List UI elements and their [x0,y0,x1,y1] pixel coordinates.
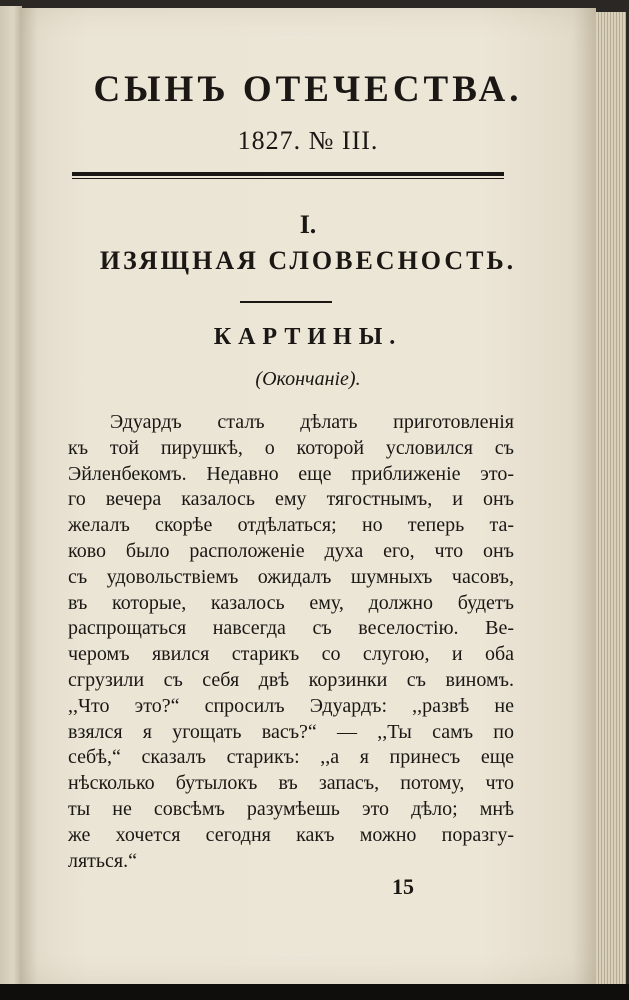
section-number: I. [299,210,317,239]
text-line: Эдуардъ сталъ дѣлать приготовленія [110,411,514,433]
text-line: къ той пирушкѣ, о которой условился съ [68,436,514,459]
text-line: ково было расположеніе духа его, что онъ [68,539,514,562]
text-line: же хочется сегодня какъ можно поразгу- [68,823,514,846]
article-title: КАРТИНЫ. [213,324,403,350]
text-line: ляться.“ [68,849,137,872]
header-rule [72,172,504,179]
text-line: ты не совсѣмъ разумѣешь это дѣло; мнѣ [68,797,514,820]
book-binding [0,984,629,1000]
previous-page-edge [0,6,22,984]
text-line: сгрузили съ себя двѣ корзинки съ виномъ. [68,668,514,691]
section-title: ИЗЯЩНАЯ СЛОВЕСНОСТЬ. [99,246,517,275]
text-line: распрощаться навсегда съ веселостію. Ве- [68,617,514,640]
text-line: нѣсколько бутылокъ въ запасъ, потому, что [68,772,514,795]
text-line: съ удовольствіемъ ожидалъ шумныхъ часовъ, [68,565,514,588]
article-subtitle: (Окончаніе). [255,368,361,390]
page-number: 15 [392,874,414,899]
journal-title: СЫНЪ ОТЕЧЕСТВА. [93,69,523,110]
text-line: въ которые, казалось ему, должно будетъ [68,591,514,614]
book-page [20,8,596,984]
text-line: взялся я угощать васъ?“ — ,,Ты самъ по [68,720,514,743]
text-line: черомъ явился старикъ со слугою, и оба [68,643,514,666]
text-line: желалъ скорѣе отдѣлаться; но теперь та- [68,514,514,537]
page-edges [596,12,626,984]
section-divider [240,301,332,303]
text-line: го вечера казалось ему тягостнымъ, и онъ [68,488,514,511]
text-line: ,,Что это?“ спросилъ Эдуардъ: ,,развѣ не [68,694,514,717]
article-body [68,410,514,874]
issue-line: 1827. № III. [237,126,379,155]
text-line: Эйленбекомъ. Недавно еще приближеніе это- [68,462,514,485]
text-line: себѣ,“ сказалъ старикъ: ,,а я принесъ еще [68,746,514,769]
